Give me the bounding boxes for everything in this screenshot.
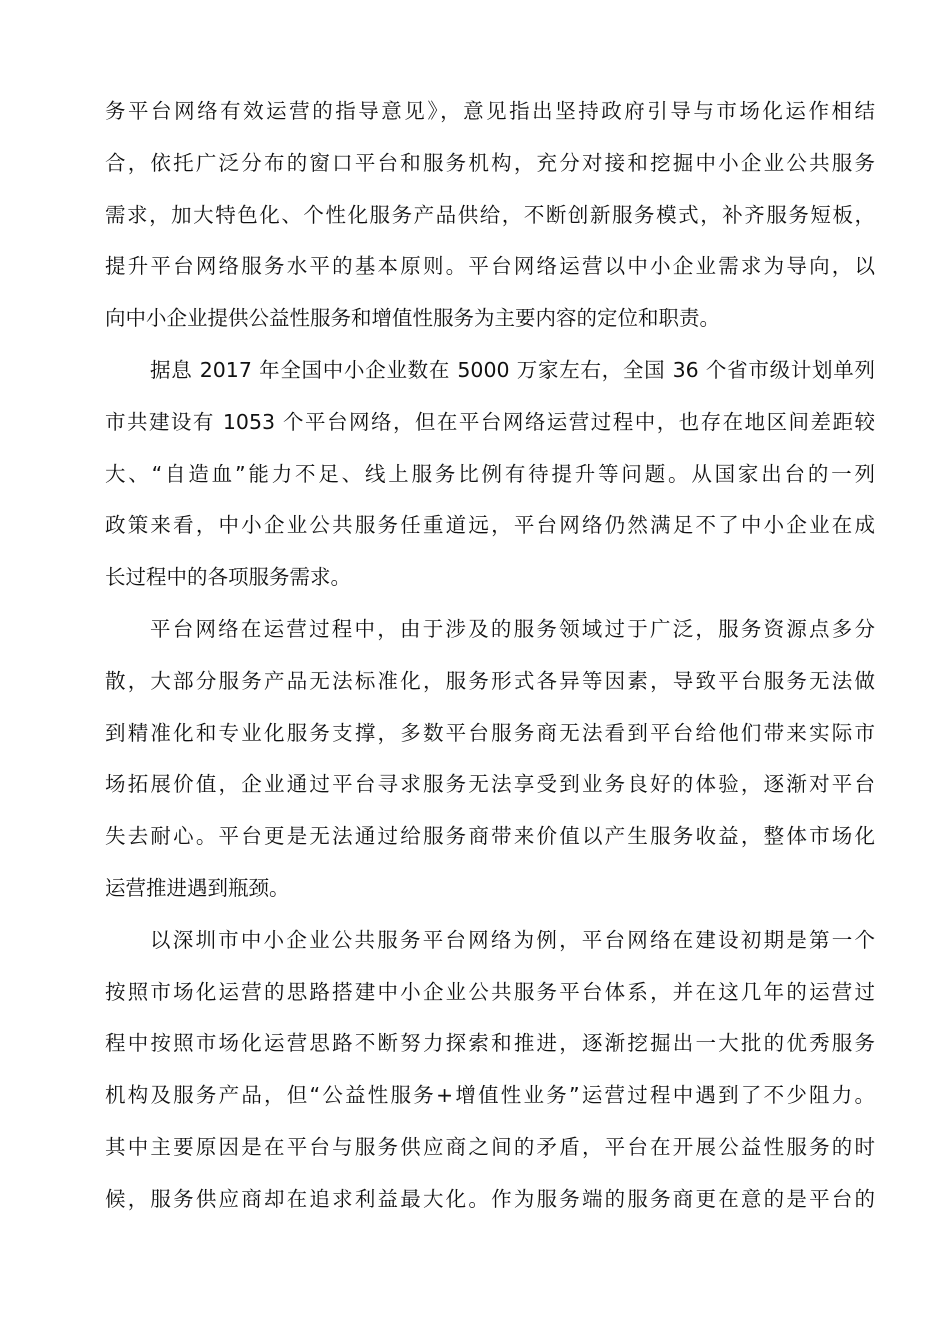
text-line: 运营推进遇到瓶颈。 — [105, 875, 290, 900]
text-line: 大、“自造血”能力不足、线上服务比例有待提升等问题。从国家出台的一列 — [105, 461, 875, 486]
text-line: 需求，加大特色化、个性化服务产品供给，不断创新服务模式，补齐服务短板， — [105, 202, 875, 227]
text-line: 按照市场化运营的思路搭建中小企业公共服务平台体系，并在这几年的运营过 — [105, 979, 875, 1004]
text-line: 以深圳市中小企业公共服务平台网络为例，平台网络在建设初期是第一个 — [150, 927, 875, 952]
text-line: 程中按照市场化运营思路不断努力探索和推进，逐渐挖掘出一大批的优秀服务 — [105, 1031, 875, 1056]
text-line: 其中主要原因是在平台与服务供应商之间的矛盾，平台在开展公益性服务的时 — [105, 1134, 875, 1159]
text-line: 提升平台网络服务水平的基本原则。平台网络运营以中小企业需求为导向，以 — [105, 254, 875, 279]
text-line: 场拓展价值，企业通过平台寻求服务无法享受到业务良好的体验，逐渐对平台 — [105, 772, 875, 797]
text-line: 向中小企业提供公益性服务和增值性服务为主要内容的定位和职责。 — [105, 306, 720, 331]
text-line: 散，大部分服务产品无法标准化，服务形式各异等因素，导致平台服务无法做 — [105, 668, 875, 693]
paragraph-3 — [105, 604, 875, 915]
text-line: 长过程中的各项服务需求。 — [105, 565, 351, 590]
paragraph-4 — [105, 915, 875, 1226]
text-line: 据息 2017 年全国中小企业数在 5000 万家左右，全国 36 个省市级计划单列 — [150, 357, 875, 382]
text-line: 平台网络在运营过程中，由于涉及的服务领域过于广泛，服务资源点多分 — [150, 616, 875, 641]
text-line: 政策来看，中小企业公共服务任重道远，平台网络仍然满足不了中小企业在成 — [105, 513, 875, 538]
text-line: 市共建设有 1053 个平台网络，但在平台网络运营过程中，也存在地区间差距较 — [105, 409, 875, 434]
text-line: 合，依托广泛分布的窗口平台和服务机构，充分对接和挖掘中小企业公共服务 — [105, 150, 875, 175]
document-body — [105, 86, 875, 1226]
text-line: 机构及服务产品，但“公益性服务+增值性业务”运营过程中遇到了不少阻力。 — [105, 1083, 875, 1108]
text-line: 到精准化和专业化服务支撑，多数平台服务商无法看到平台给他们带来实际市 — [105, 720, 875, 745]
paragraph-2 — [105, 345, 875, 604]
text-line: 候，服务供应商却在追求利益最大化。作为服务端的服务商更在意的是平台的 — [105, 1186, 875, 1211]
text-line: 失去耐心。平台更是无法通过给服务商带来价值以产生服务收益，整体市场化 — [105, 824, 875, 849]
paragraph-1 — [105, 86, 875, 345]
text-line: 务平台网络有效运营的指导意见》，意见指出坚持政府引导与市场化运作相结 — [105, 99, 875, 123]
